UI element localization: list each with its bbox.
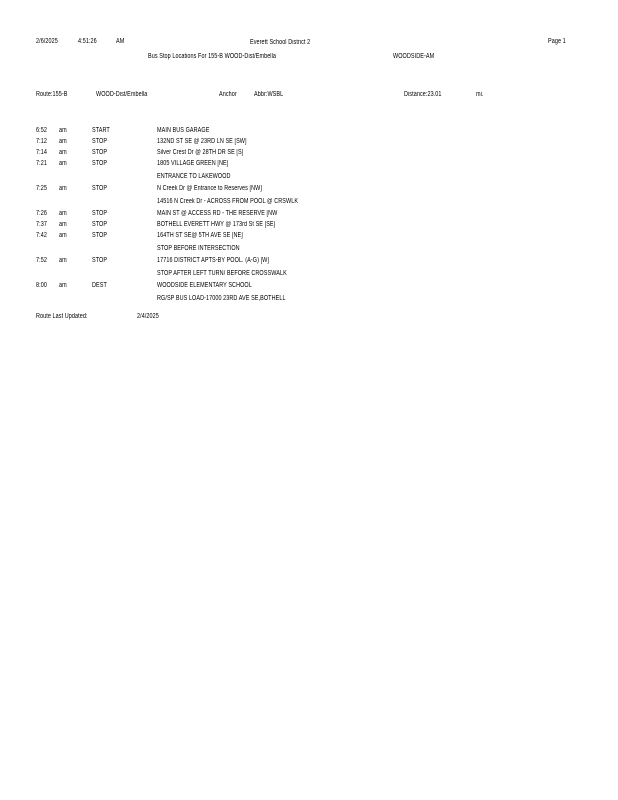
stop-ampm: am [59, 282, 67, 289]
stop-ampm: am [59, 160, 67, 167]
report-ampm: AM [116, 38, 125, 45]
stop-ampm: am [59, 257, 67, 264]
stop-note: STOP BEFORE INTERSECTION [157, 245, 240, 252]
stop-note: RG/SP BUS LOAD-17000 23RD AVE SE,BOTHELL [157, 295, 286, 302]
report-time: 4:51:26 [78, 38, 97, 45]
stop-type: DEST [92, 282, 107, 289]
stop-type: STOP [92, 221, 108, 228]
stop-ampm: am [59, 149, 67, 156]
stop-ampm: am [59, 127, 67, 134]
district-title: Everett School District 2 [250, 39, 311, 46]
stop-ampm: am [59, 138, 67, 145]
stop-description: MAIN ST @ ACCESS RD - THE RESERVE [NW [157, 210, 278, 217]
stop-ampm: am [59, 221, 67, 228]
stop-description: 17716 DISTRICT APTS-BY POOL. (A-G) [W] [157, 257, 269, 264]
stop-type: STOP [92, 185, 108, 192]
stop-time: 7:21 [36, 160, 47, 167]
route-name: WOOD-Dist/Embella [96, 91, 148, 98]
stop-ampm: am [59, 185, 67, 192]
stop-time: 7:26 [36, 210, 47, 217]
abbr-label: Abbr:WSBL [254, 91, 284, 98]
stop-type: STOP [92, 160, 108, 167]
stop-type: START [92, 127, 110, 134]
stop-time: 7:52 [36, 257, 47, 264]
distance-value: Distance:23.01 [404, 91, 442, 98]
stop-time: 8:00 [36, 282, 47, 289]
stop-ampm: am [59, 210, 67, 217]
stop-note: ENTRANCE TO LAKEWOOD [157, 173, 231, 180]
report-subtitle: Bus Stop Locations For 155-B WOOD-Dist/Embella [148, 53, 277, 60]
route-id: Route:155-B [36, 91, 68, 98]
stop-ampm: am [59, 232, 67, 239]
stop-type: STOP [92, 138, 108, 145]
footer-date: 2/4/2025 [137, 313, 159, 320]
stop-time: 7:25 [36, 185, 47, 192]
page-number: Page 1 [548, 38, 566, 45]
stop-type: STOP [92, 232, 108, 239]
stop-type: STOP [92, 210, 108, 217]
report-date: 2/6/2025 [36, 38, 58, 45]
stop-description: 164TH ST SE@ 5TH AVE SE [NE] [157, 232, 243, 239]
stop-note: STOP AFTER LEFT TURN/ BEFORE CROSSWALK [157, 270, 287, 277]
stop-description: 132ND ST SE @ 23RD LN SE [SW] [157, 138, 247, 145]
stop-type: STOP [92, 257, 108, 264]
stop-time: 7:12 [36, 138, 47, 145]
stop-description: Silver Crest Dr @ 28TH DR SE [S] [157, 149, 244, 156]
stop-time: 7:37 [36, 221, 47, 228]
distance-unit: mi. [476, 91, 484, 98]
anchor-label: Anchor [219, 91, 237, 98]
stop-time: 6:52 [36, 127, 47, 134]
stop-note: 14516 N Creek Dr - ACROSS FROM POOL @ CRSWLK [157, 198, 299, 205]
stop-time: 7:14 [36, 149, 47, 156]
stop-description: MAIN BUS GARAGE [157, 127, 210, 134]
stop-description: 1805 VILLAGE GREEN [NE] [157, 160, 229, 167]
stop-description: WOODSIDE ELEMENTARY SCHOOL [157, 282, 252, 289]
footer-label: Route Last Updated: [36, 313, 88, 320]
stop-description: N Creek Dr @ Entrance to Reserves [NW] [157, 185, 262, 192]
stop-time: 7:42 [36, 232, 47, 239]
schedule-code: WOODSIDE-AM [393, 53, 435, 60]
stop-type: STOP [92, 149, 108, 156]
stop-description: BOTHELL EVERETT HWY @ 173rd St SE [SE] [157, 221, 276, 228]
